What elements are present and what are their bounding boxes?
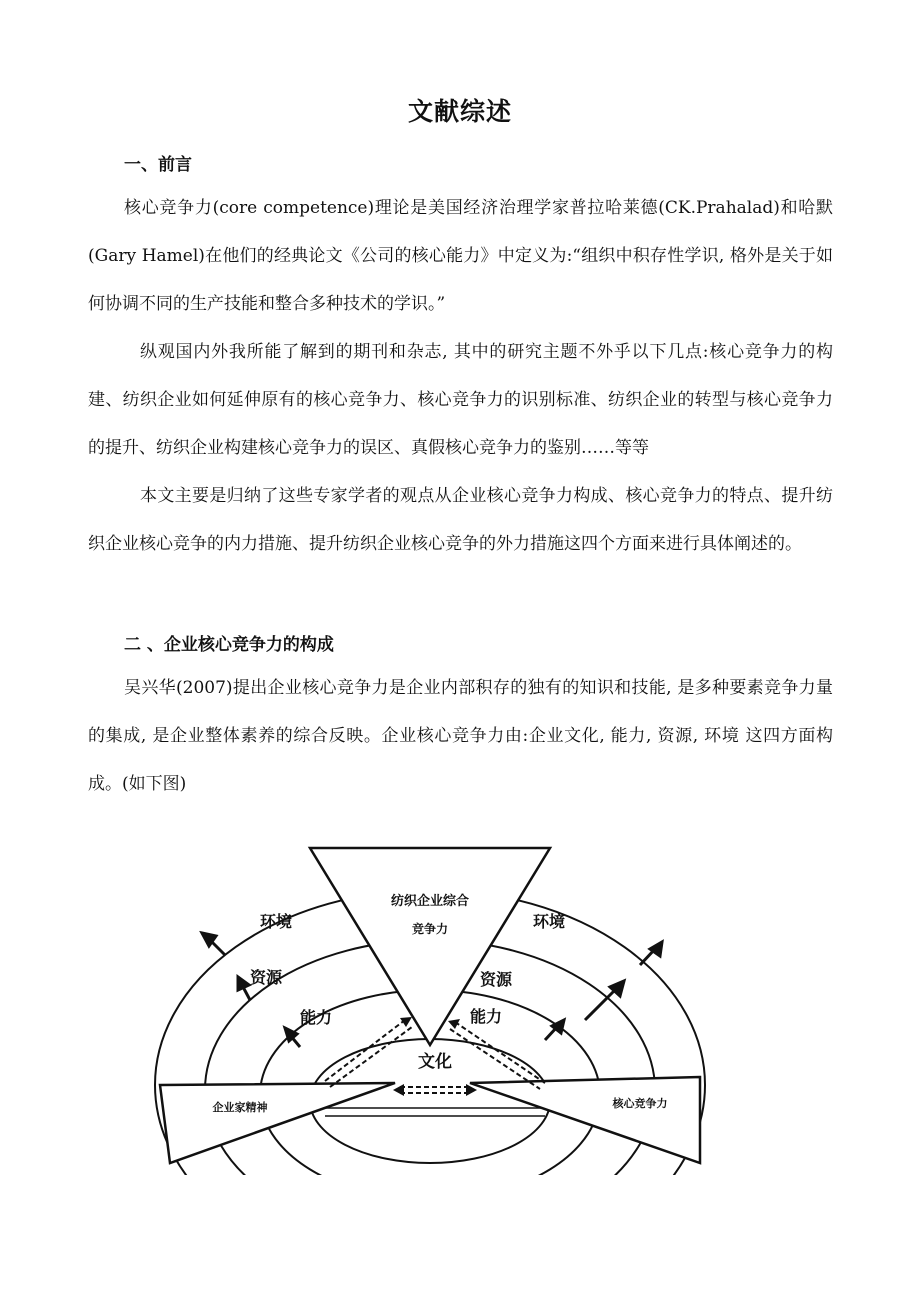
section2-heading: 二 、企业核心竞争力的构成 — [124, 635, 334, 655]
left-environment-label: 环境 — [260, 912, 293, 931]
section1-paragraph-3: 本文主要是归纳了这些专家学者的观点从企业核心竞争力构成、核心竞争力的特点、提升纺织企业核心竞争的内力措施、提升纺织企业核心竞争的外力措施这四个方面来进行具体阐述的。 — [88, 486, 833, 554]
page-title: 文献综述 — [407, 97, 512, 126]
right-environment-label: 环境 — [533, 912, 566, 931]
culture-label: 文化 — [418, 1052, 452, 1072]
left-resource-label: 资源 — [250, 968, 283, 987]
section2-paragraph-1: 吴兴华(2007)提出企业核心竞争力是企业内部积存的独有的知识和技能, 是多种要素竞争力量的集成, 是企业整体素养的综合反映。企业核心竞争力由:企业文化, 能力, 资源, 环境 这四方面构成。(如下图) — [88, 678, 833, 794]
top-triangle-label-1: 纺织企业综合 — [390, 894, 470, 909]
section1-paragraph-1: 核心竞争力(core competence)理论是美国经济治理学家普拉哈莱德(CK.Prahalad)和哈默(Gary Hamel)在他们的经典论文《公司的核心能力》中定义为:“组织中积存性学识, 格外是关于如何协调不同的生产技能和整合多种技术的学识。” — [88, 198, 833, 314]
left-wedge-label: 企业家精神 — [212, 1101, 268, 1114]
core-competence-diagram — [150, 815, 710, 1175]
left-capability-label: 能力 — [300, 1008, 333, 1027]
top-triangle-label-2: 竞争力 — [411, 922, 449, 936]
right-resource-label: 资源 — [480, 970, 513, 989]
section1-paragraph-2: 纵观国内外我所能了解到的期刊和杂志, 其中的研究主题不外乎以下几点:核心竞争力的构建、纺织企业如何延伸原有的核心竞争力、核心竞争力的识别标准、纺织企业的转型与核心竞争力的提升、纺织企业构建核心竞争力的误区、真假核心竞争力的鉴别……等等 — [88, 342, 833, 458]
right-wedge-label: 核心竞争力 — [612, 1097, 668, 1110]
top-triangle — [310, 848, 550, 1045]
section1-heading: 一、前言 — [124, 155, 192, 175]
right-capability-label: 能力 — [470, 1007, 503, 1026]
